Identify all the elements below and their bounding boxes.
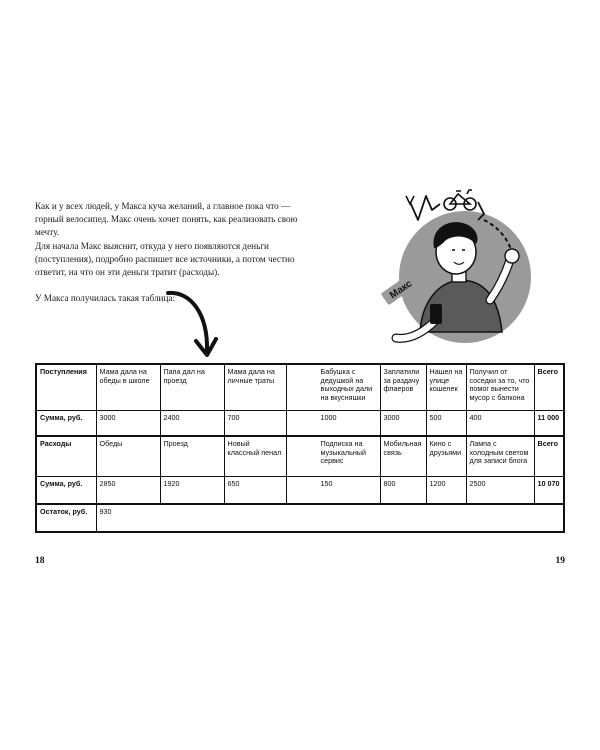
expense-item: Новый классный пенал <box>224 436 286 476</box>
income-item: Папа дал на проезд <box>160 364 224 410</box>
max-illustration <box>360 182 560 362</box>
expense-sum: 650 <box>224 476 286 504</box>
income-sum: 400 <box>466 410 534 436</box>
income-item: Мама дала на обеды в школе <box>96 364 160 410</box>
balance-label: Остаток, руб. <box>36 504 96 532</box>
page-number-right: 19 <box>555 556 565 566</box>
income-sum: 3000 <box>96 410 160 436</box>
expense-total: 10 070 <box>534 476 564 504</box>
income-item: Заплатили за раздачу флаеров <box>380 364 426 410</box>
income-sum: 500 <box>426 410 466 436</box>
income-label: Поступления <box>36 364 96 410</box>
income-item: Мама дала на личные траты <box>224 364 286 410</box>
income-total-label: Всего <box>534 364 564 410</box>
curved-arrow-icon <box>150 283 230 363</box>
income-sum-label: Сумма, руб. <box>36 410 96 436</box>
expense-sum-label: Сумма, руб. <box>36 476 96 504</box>
expense-sum: 800 <box>380 476 426 504</box>
income-expense-table <box>35 363 565 533</box>
page-number-left: 18 <box>35 556 45 566</box>
balance-value: 930 <box>96 504 564 532</box>
expense-item: Подписка на музыкальный сервис <box>286 436 380 476</box>
expense-sum: 2850 <box>96 476 160 504</box>
income-sum: 2400 <box>160 410 224 436</box>
income-sum: 1000 <box>286 410 380 436</box>
income-item: Получил от соседки за то, что помог вынести мусор с балкона <box>466 364 534 410</box>
income-sum: 700 <box>224 410 286 436</box>
expense-total-label: Всего <box>534 436 564 476</box>
expense-sum: 1920 <box>160 476 224 504</box>
expense-sum: 150 <box>286 476 380 504</box>
income-item: Нашел на улице кошелек <box>426 364 466 410</box>
intro-paragraph: Как и у всех людей, у Макса куча желаний, а главное пока что — горный велосипед. Макс очень хочет понять, как реализовать свою мечту. <box>35 201 298 237</box>
income-item: Бабушка с дедушкой на выходных дали на вкусняшки <box>286 364 380 410</box>
expense-item: Проезд <box>160 436 224 476</box>
expense-sum: 1200 <box>426 476 466 504</box>
bicycle-icon <box>444 190 476 210</box>
income-sum: 3000 <box>380 410 426 436</box>
expense-sum: 2500 <box>466 476 534 504</box>
income-total: 11 000 <box>534 410 564 436</box>
expense-item: Лампа с холодным светом для записи блога <box>466 436 534 476</box>
name-badge: Макс <box>387 278 415 302</box>
expense-item: Мобильная связь <box>380 436 426 476</box>
expense-item: Обеды <box>96 436 160 476</box>
income-expense-paragraph: Для начала Макс выяснит, откуда у него появляются деньги (поступления), подробно распишет все источники, а потом честно ответит, на что он эти деньги тратит (расходы). <box>35 241 295 277</box>
expense-item: Кино с друзьями <box>426 436 466 476</box>
expense-label: Расходы <box>36 436 96 476</box>
table-intro-paragraph: У Макса получилась такая таблица: <box>35 293 176 303</box>
